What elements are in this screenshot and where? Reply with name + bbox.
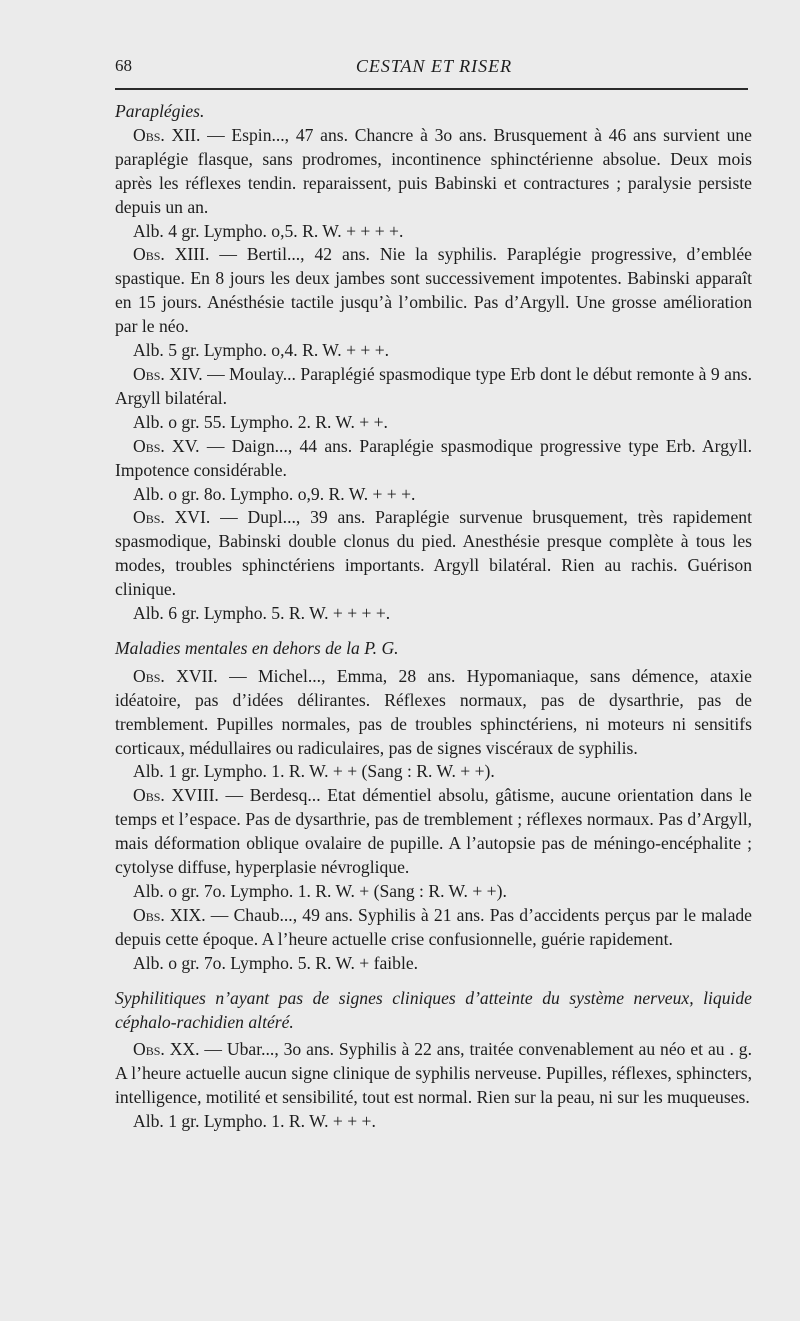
header-rule xyxy=(115,88,748,90)
section-maladies-mentales xyxy=(115,637,752,976)
page-number: 68 xyxy=(115,56,132,75)
observation-text: — Bertil..., 42 ans. Nie la syphilis. Paraplégie progressive, d’emblée spastique. En 8 jours les deux jambes sont successivement impotentes. Babinski apparaît en 15 jours. Anésthésie tactile jusqu’à l’ombilic. Pas d’Argyll. Une grosse amélioration par le néo. xyxy=(115,244,752,337)
observation-paragraph xyxy=(115,1038,752,1110)
lab-results-line: Alb. o gr. 8o. Lympho. o,9. R. W. + + +. xyxy=(133,483,416,504)
section-title: Paraplégies. xyxy=(115,101,205,121)
lab-results-line: Alb. o gr. 7o. Lympho. 1. R. W. + (Sang : R. W. + +). xyxy=(133,881,507,901)
observation-paragraph xyxy=(115,784,752,880)
observation-text: — Chaub..., 49 ans. Syphilis à 21 ans. Pas d’accidents perçus par le malade depuis cette époque. A l’heure actuelle crise confusionnelle, guérie rapidement. xyxy=(115,904,752,949)
observation-label: Obs. XIV. xyxy=(133,363,203,384)
observation-text: — Daign..., 44 ans. Paraplégie spasmodique progressive type Erb. Argyll. Impotence considérable. xyxy=(115,435,752,480)
observation-label: Obs. XVIII. xyxy=(133,785,219,806)
lab-results-line: Alb. 4 gr. Lympho. o,5. R. W. + + + +. xyxy=(133,220,404,241)
running-title: CESTAN ET RISER xyxy=(355,56,513,76)
observation-paragraph xyxy=(115,665,752,761)
section-paraplegies xyxy=(115,100,752,626)
observation-label: Obs. XIII. xyxy=(133,244,210,265)
page-body xyxy=(115,98,752,1134)
observation-label: Obs. XX. xyxy=(133,1039,200,1060)
lab-results-line: Alb. 6 gr. Lympho. 5. R. W. + + + +. xyxy=(133,603,391,624)
observation-text: — Espin..., 47 ans. Chancre à 3o ans. Brusquement à 46 ans survient une paraplégie flasque, sans prodromes, incontinence sphinctérienne absolue. Deux mois après les réflexes tendin. reparaissent, puis Babinski et contractures ; paralysie persiste depuis un an. xyxy=(115,124,752,217)
lab-results-line: Alb. 5 gr. Lympho. o,4. R. W. + + +. xyxy=(133,340,390,361)
observation-text: — Ubar..., 3o ans. Syphilis à 22 ans, traitée convenablement au néo et au . g. A l’heure actuelle aucun signe clinique de syphilis nerveuse. Pupilles, réflexes, sphincters, intelligence, motilité et sensibilité, tout est normal. Rien sur la peau, ni sur les muqueuses. xyxy=(115,1039,752,1108)
section-title: Maladies mentales en dehors de la P. G. xyxy=(115,637,399,658)
observation-paragraph xyxy=(115,435,752,483)
section-syphilitiques xyxy=(115,987,752,1134)
observation-text: — Michel..., Emma, 28 ans. Hypomaniaque, sans démence, ataxie idéatoire, pas d’idées délirantes. Réflexes normaux, pas de dysarthrie, pas de tremblement. Pupilles normales, pas de troubles sphinctériens, ni moteurs ni sensitifs corticaux, médullaires ou radiculaires, pas de signes viscéraux de syphilis. xyxy=(115,665,752,758)
observation-label: Obs. XV. xyxy=(133,435,200,456)
observation-text: — Moulay... Paraplégié spasmodique type Erb dont le début remonte à 9 ans. Argyll bilatéral. xyxy=(115,363,752,408)
section-title: Syphilitiques n’ayant pas de signes cliniques d’atteinte du système nerveux, liquide céphalo-rachidien altéré. xyxy=(115,987,752,1032)
page-header xyxy=(115,50,753,90)
lab-results-line: Alb. o gr. 55. Lympho. 2. R. W. + +. xyxy=(133,411,388,432)
observation-label: Obs. XVII. xyxy=(133,665,218,686)
lab-results-line: Alb. 1 gr. Lympho. 1. R. W. + + (Sang : R. W. + +). xyxy=(133,761,495,782)
observation-text: — Dupl..., 39 ans. Paraplégie survenue brusquement, très rapidement spasmodique, Babinski double clonus du pied. Anesthésie presque complète à tous les modes, troubles sphinctériens importants. Argyll bilatéral. Rien au rachis. Guérison clinique. xyxy=(115,507,752,600)
observation-paragraph xyxy=(115,124,752,220)
observation-label: Obs. XIX. xyxy=(133,904,206,925)
observation-paragraph xyxy=(115,363,752,411)
observation-paragraph xyxy=(115,506,752,602)
observation-text: — Berdesq... Etat démentiel absolu, gâtisme, aucune orientation dans le temps et l’espace. Pas de dysarthrie, pas de tremblement ; réflexes normaux. Pas d’Argyll, mais déformation oblique ovalaire de pupille. A l’autopsie pas de méningo-encéphalite ; cytolyse diffuse, hyperplasie névroglique. xyxy=(115,785,752,878)
observation-label: Obs. XII. xyxy=(133,124,201,145)
observation-paragraph xyxy=(115,243,752,339)
lab-results-line: Alb. o gr. 7o. Lympho. 5. R. W. + faible. xyxy=(133,952,419,973)
observation-paragraph xyxy=(115,904,752,952)
lab-results-line: Alb. 1 gr. Lympho. 1. R. W. + + +. xyxy=(133,1111,376,1132)
observation-label: Obs. XVI. xyxy=(133,507,211,528)
